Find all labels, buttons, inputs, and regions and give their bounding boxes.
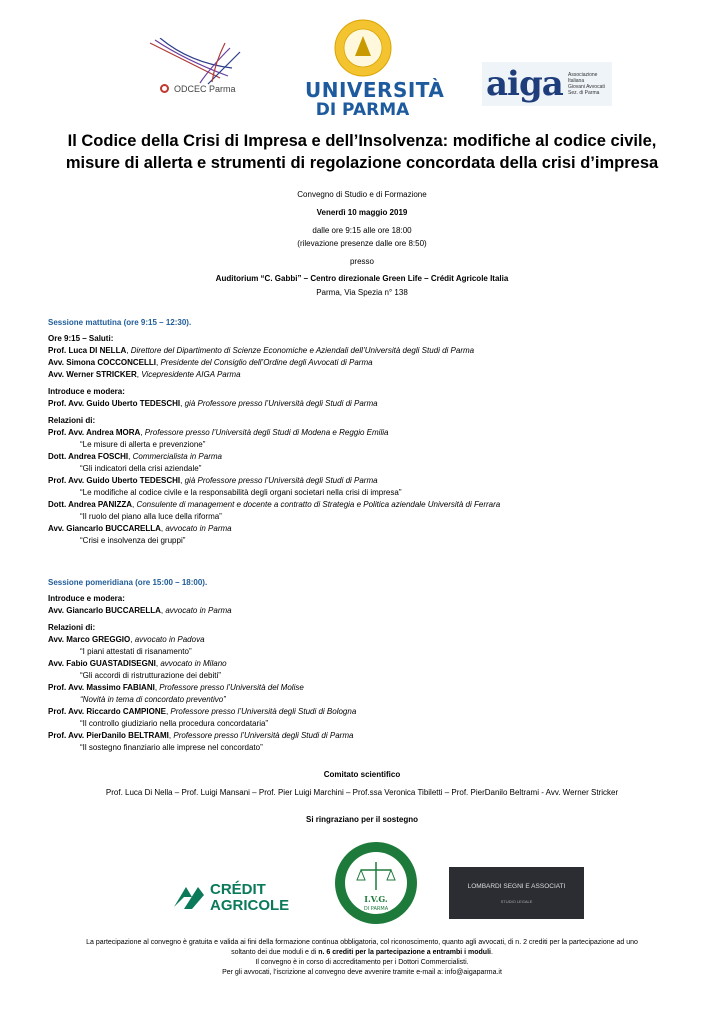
credit-agricole-mark-icon bbox=[172, 883, 206, 913]
event-date: Venerdì 10 maggio 2019 bbox=[316, 208, 408, 217]
credit-agricole-text: CRÉDIT AGRICOLE bbox=[210, 881, 290, 914]
odcec-swirl-graphic bbox=[140, 38, 270, 88]
morning-session-heading: Sessione mattutina (ore 9:15 – 12:30). bbox=[48, 318, 192, 327]
odcec-logo-text: ODCEC Parma bbox=[174, 84, 236, 94]
aiga-logo-subtitle: Associazione Italiana Giovani Avvocati Sez. di Parma bbox=[568, 72, 605, 96]
list-item: Avv. Giancarlo BUCCARELLA, avvocato in Parma bbox=[48, 606, 232, 615]
presso-label: presso bbox=[349, 257, 374, 266]
event-time: dalle ore 9:15 alle ore 18:00 bbox=[312, 226, 412, 235]
venue: Auditorium “C. Gabbi” – Centro direzionale Green Life – Crédit Agricole Italia bbox=[215, 274, 509, 283]
greetings-label: Ore 9:15 – Saluti: bbox=[48, 334, 114, 343]
talk-topic: “Crisi e insolvenza dei gruppi” bbox=[80, 536, 186, 545]
list-item: Avv. Werner STRICKER, Vicepresidente AIGA Parma bbox=[48, 370, 241, 379]
talk-topic: “Gli indicatori della crisi aziendale” bbox=[80, 464, 202, 473]
talk-topic: “Le modifiche al codice civile e la responsabilità degli organi societari nella crisi di impresa” bbox=[80, 488, 402, 497]
talk-topic: “Gli accordi di ristrutturazione dei debiti” bbox=[80, 671, 221, 680]
list-item: Prof. Avv. PierDanilo BELTRAMI, Professore presso l’Università degli Studi di Parma bbox=[48, 731, 354, 740]
talk-topic: “Il sostegno finanziario alle imprese nel concordato” bbox=[80, 743, 263, 752]
ivg-parma-logo bbox=[333, 840, 419, 926]
talk-topic: “Novità in tema di concordato preventivo” bbox=[80, 695, 226, 704]
list-item: Dott. Andrea PANIZZA, Consulente di management e docente a contratto di Strategia e Politica aziendale Università di Ferrara bbox=[48, 500, 501, 509]
list-item: Avv. Fabio GUASTADISEGNI, avvocato in Milano bbox=[48, 659, 227, 668]
footer-note: La partecipazione al convegno è gratuita e valida ai fini della formazione continua obbligatoria, col riconoscimento, quanto agli avvocati, di n. 2 crediti per la partecipazione ad uno soltanto dei due moduli e di n. 6 crediti per la partecipazione a entrambi i moduli. Il convegno è in corso di accreditamento per i Dottori Commercialisti. Per gli avvocati, l’iscrizione al convegno deve avvenire tramite e-mail a: info@aigaparma.it bbox=[86, 939, 638, 976]
address: Parma, Via Spezia n° 138 bbox=[316, 288, 408, 297]
list-item: Prof. Avv. Guido Uberto TEDESCHI, già Professore presso l’Università degli Studi di Parma bbox=[48, 476, 378, 485]
list-item: Dott. Andrea FOSCHI, Commercialista in Parma bbox=[48, 452, 222, 461]
event-type: Convegno di Studio e di Formazione bbox=[297, 190, 427, 199]
morning-program bbox=[48, 333, 688, 547]
lsa-name: LOMBARDI SEGNI E ASSOCIATI bbox=[467, 883, 566, 890]
aiga-logo bbox=[482, 62, 612, 106]
odcec-logo bbox=[140, 38, 270, 98]
list-item: Avv. Simona COCCONCELLI, Presidente del Consiglio dell’Ordine degli Avvocati di Parma bbox=[48, 358, 373, 367]
odcec-mark-icon bbox=[160, 84, 169, 93]
moderator-label: Introduce e modera: bbox=[48, 594, 125, 603]
aiga-logo-word: aiga bbox=[486, 64, 563, 104]
list-item: Avv. Marco GREGGIO, avvocato in Padova bbox=[48, 635, 205, 644]
university-name-line2: DI PARMA bbox=[315, 100, 410, 120]
committee-heading: Comitato scientifico bbox=[323, 770, 401, 779]
afternoon-session-heading: Sessione pomeridiana (ore 15:00 – 18:00). bbox=[48, 578, 208, 587]
ivg-seal-icon bbox=[333, 840, 419, 926]
list-item: Prof. Avv. Andrea MORA, Professore presso l’Università degli Studi di Modena e Reggio Emilia bbox=[48, 428, 389, 437]
moderator-label: Introduce e modera: bbox=[48, 387, 125, 396]
svg-text:DI PARMA: DI PARMA bbox=[363, 906, 389, 912]
svg-text:I.V.G.: I.V.G. bbox=[364, 894, 388, 904]
university-name-line1: UNIVERSITÀ bbox=[305, 78, 445, 102]
talks-label: Relazioni di: bbox=[48, 416, 96, 425]
list-item: Prof. Avv. Guido Uberto TEDESCHI, già Professore presso l’Università degli Studi di Parma bbox=[48, 399, 378, 408]
list-item: Prof. Luca DI NELLA, Direttore del Dipartimento di Scienze Economiche e Aziendali dell’Università degli Studi di Parma bbox=[48, 346, 475, 355]
talk-topic: “Il ruolo del piano alla luce della riforma” bbox=[80, 512, 222, 521]
university-seal-icon bbox=[333, 18, 393, 78]
attendance-time: (rilevazione presenze dalle ore 8:50) bbox=[297, 239, 427, 248]
list-item: Prof. Avv. Riccardo CAMPIONE, Professore presso l’Università degli Studi di Bologna bbox=[48, 707, 357, 716]
page-title: Il Codice della Crisi di Impresa e dell’Insolvenza: modifiche al codice civile, misure di allerta e strumenti di regolazione concordata della crisi d’impresa bbox=[65, 132, 659, 172]
talk-topic: “Le misure di allerta e prevenzione” bbox=[80, 440, 206, 449]
lsa-subtitle: STUDIO LEGALE bbox=[500, 899, 533, 904]
list-item: Prof. Avv. Massimo FABIANI, Professore presso l’Università del Molise bbox=[48, 683, 304, 692]
list-item: Avv. Giancarlo BUCCARELLA, avvocato in Parma bbox=[48, 524, 232, 533]
university-of-parma-logo bbox=[305, 18, 445, 120]
sponsors-heading: Si ringraziano per il sostegno bbox=[305, 815, 419, 824]
committee-members: Prof. Luca Di Nella – Prof. Luigi Mansani – Prof. Pier Luigi Marchini – Prof.ssa Veronica Tibiletti – Prof. PierDanilo Beltrami - Avv. Werner Stricker bbox=[105, 788, 619, 797]
talk-topic: “Il controllo giudiziario nella procedura concordataria” bbox=[80, 719, 269, 728]
lombardi-segni-logo bbox=[449, 867, 584, 919]
credit-agricole-logo bbox=[172, 880, 302, 916]
talk-topic: “I piani attestati di risanamento” bbox=[80, 647, 192, 656]
afternoon-program bbox=[48, 593, 688, 754]
talks-label: Relazioni di: bbox=[48, 623, 96, 632]
